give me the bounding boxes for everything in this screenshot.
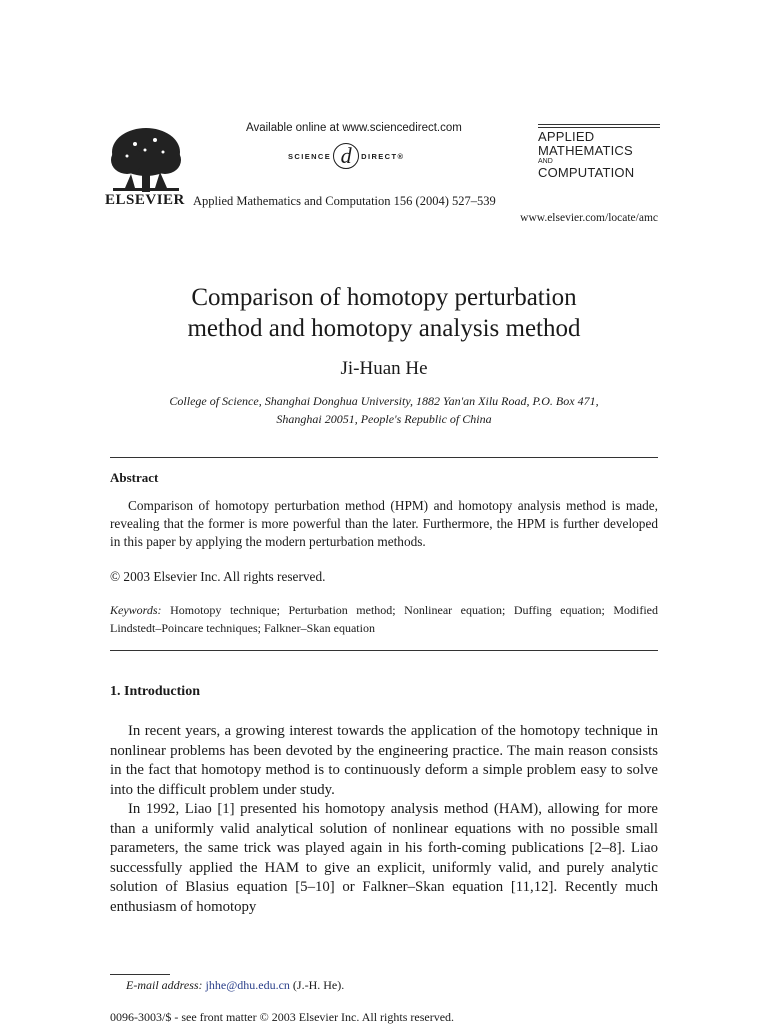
keywords-text: Homotopy technique; Perturbation method; Nonlinear equation; Duffing equation; Modified Lindstedt–Poincare techniques; Falkner–Skan equation [110,603,658,635]
intro-paragraph-2: In 1992, Liao [1] presented his homotopy analysis method (HAM), allowing for more than a uniformly valid analytical solution of nonlinear equations with no possible small parameters, the same trick was played again in his forth-coming publications [2–8]. Liao successfully applied the HAM to give an explicit, uniformly valid, and purely analytic solution of Blasius equation [5–10] or Falkner–Skan equation [11,12]. Recently much enthusiasm of homotopy [110,801,658,915]
author-name: Ji-Huan He [340,358,428,379]
footnote-rule [110,974,170,975]
sd-logo-d: d [333,143,359,169]
journal-logo-line2: MATHEMATICS [538,143,633,158]
front-matter-line: 0096-3003/$ - see front matter © 2003 Elsevier Inc. All rights reserved. [110,1010,455,1024]
section-heading-introduction: 1. Introduction [110,684,200,699]
affiliation-line-2: Shanghai 20051, People's Republic of China [276,412,492,426]
abstract-text: Comparison of homotopy perturbation method (HPM) and homotopy analysis method is made, revealing that the former is more powerful than the later. Furthermore, the HPM is further developed in this paper by applying the modern perturbation methods. [110,498,658,549]
journal-logo-and: AND [538,158,553,165]
keywords [110,601,658,637]
sd-logo-science: SCIENCE [288,151,332,161]
title-line-2: method and homotopy analysis method [187,315,581,342]
sd-logo-direct: DIRECT® [361,151,405,161]
sciencedirect-logo [288,142,404,170]
abstract-top-rule [110,457,658,458]
journal-citation: Applied Mathematics and Computation 156 (2004) 527–539 [193,194,496,208]
affiliation-line-1: College of Science, Shanghai Donghua University, 1882 Yan'an Xilu Road, P.O. Box 471, [169,394,599,408]
abstract-bottom-rule [110,650,658,651]
email-suffix: (J.-H. He). [292,978,345,992]
intro-paragraph-1: In recent years, a growing interest towards the application of the homotopy technique in nonlinear problems has been devoted by the engineering practice. The main reason consists in the fact that homotopy method is to continuously deform a simple problem easy to solve into the difficult problem under study. [110,723,658,798]
journal-logo-line1: APPLIED [538,129,595,144]
journal-logo [538,124,660,180]
email-label: E-mail address: [126,978,203,992]
journal-logo-line3: COMPUTATION [538,165,635,180]
available-online-text[interactable]: Available online at www.sciencedirect.com [246,122,462,134]
keywords-label: Keywords: [110,603,162,617]
affiliation [110,392,658,428]
abstract-heading: Abstract [110,470,159,485]
article-title [0,282,768,344]
footnote-email [126,978,344,993]
abstract-copyright: © 2003 Elsevier Inc. All rights reserved. [110,569,326,584]
publisher-name: ELSEVIER [105,192,185,208]
journal-url[interactable]: www.elsevier.com/locate/amc [520,212,658,224]
title-line-1: Comparison of homotopy perturbation [191,284,577,311]
email-address-link[interactable]: jhhe@dhu.edu.cn [205,978,290,992]
